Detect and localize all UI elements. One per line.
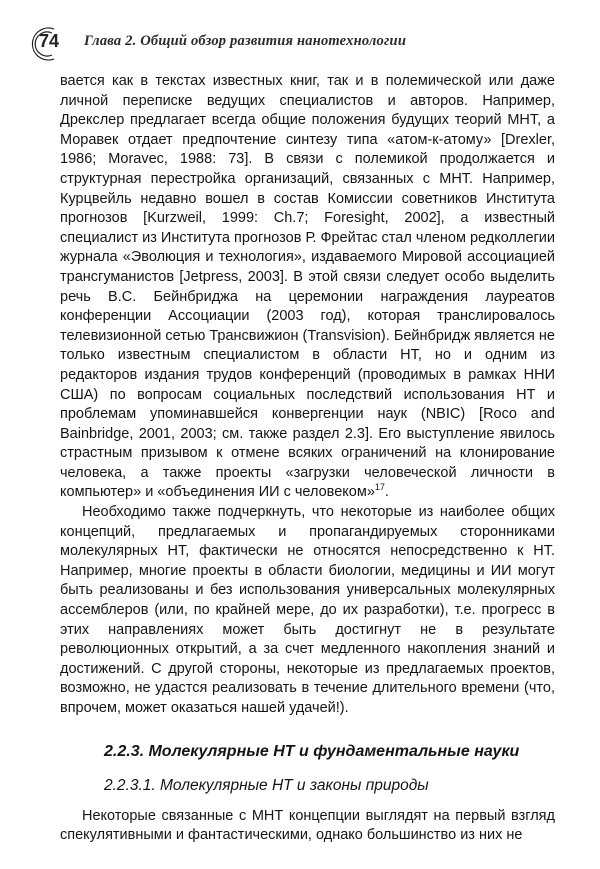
- page-header: [28, 24, 568, 64]
- footnote-reference: 17: [374, 482, 385, 493]
- page-number: 74: [39, 31, 60, 51]
- paragraph-continued: [60, 72, 555, 503]
- page-number-badge: [28, 24, 72, 64]
- paragraph-1-text: вается как в текстах известных книг, так и в полемической или даже личной переписке ведущих специалистов и авторов. Например, Дрекслер предлагает всегда общие положения будущих теорий МНТ, а Моравек отдает предпочтение синтезу типа «атом-к-атому» [Drexler, 1986; Moravec, 1988: 73]. В связи с полемикой продолжается и структурная перестройка организаций, связанных с МНТ. Например, Курцвейль недавно вошел в состав Комиссии советников Института прогнозов [Kurzweil, 1999: Ch.7; Foresight, 2002], а известный специалист из Института прогнозов Р. Фрейтас стал членом редколлегии журнала «Эволюция и технология», издаваемого Мировой ассоциацией трансгуманистов [Jetpress, 2003]. В этой связи следует особо выделить речь В.С. Бейнбриджа на церемонии награждения лауреатов конференции Ассоциации (2003 год), которая транслировалось телевизионной сетью Трансвижион (Transvision). Бейнбридж является не только известным специалистом в области НТ, но и одним из редакторов издания трудов конференций (проводимых в рамках ННИ США) по вопросам социальных последствий использования НТ и проблемам упоминавшейся конвергенции наук (NBIC) [Roco and Bainbridge, 2001, 2003; см. также раздел 2.3]. Его выступление явилось страстным призывом к отмене всяких ограничений на клонирование человека, а также проекты «загрузки человеческой личности в компьютер» и «объединения ИИ с человеком»: [60, 73, 555, 501]
- page-body: [60, 72, 555, 846]
- paragraph-1-end: .: [384, 484, 389, 501]
- section-heading: 2.2.3. Молекулярные НТ и фундаментальные науки: [104, 742, 520, 760]
- running-head: Глава 2. Общий обзор развития нанотехнологии: [84, 33, 407, 49]
- paragraph-3: Некоторые связанные с МНТ концепции выглядят на первый взгляд спекулятивными и фантастическими, однако большинство из них не: [60, 807, 555, 844]
- subsection-heading: 2.2.3.1. Молекулярные НТ и законы природы: [104, 776, 429, 794]
- paragraph-2: Необходимо также подчеркнуть, что некоторые из наиболее общих концепций, предлагаемых и пропагандируемых сторонниками молекулярных НТ, фактически не относятся непосредственно к НТ. Например, многие проекты в области биологии, медицины и ИИ могут быть реализованы и без использования универсальных молекулярных ассемблеров (или, по крайней мере, до их разработки), т.е. прогресс в этих направлениях может быть достигнут не в результате революционных открытий, а за счет медленного накопления знаний и достижений. С другой стороны, некоторые из предлагаемых проектов, возможно, не удастся реализовать в течение длительного времени (что, впрочем, может оказаться нашей удачей!).: [60, 504, 555, 716]
